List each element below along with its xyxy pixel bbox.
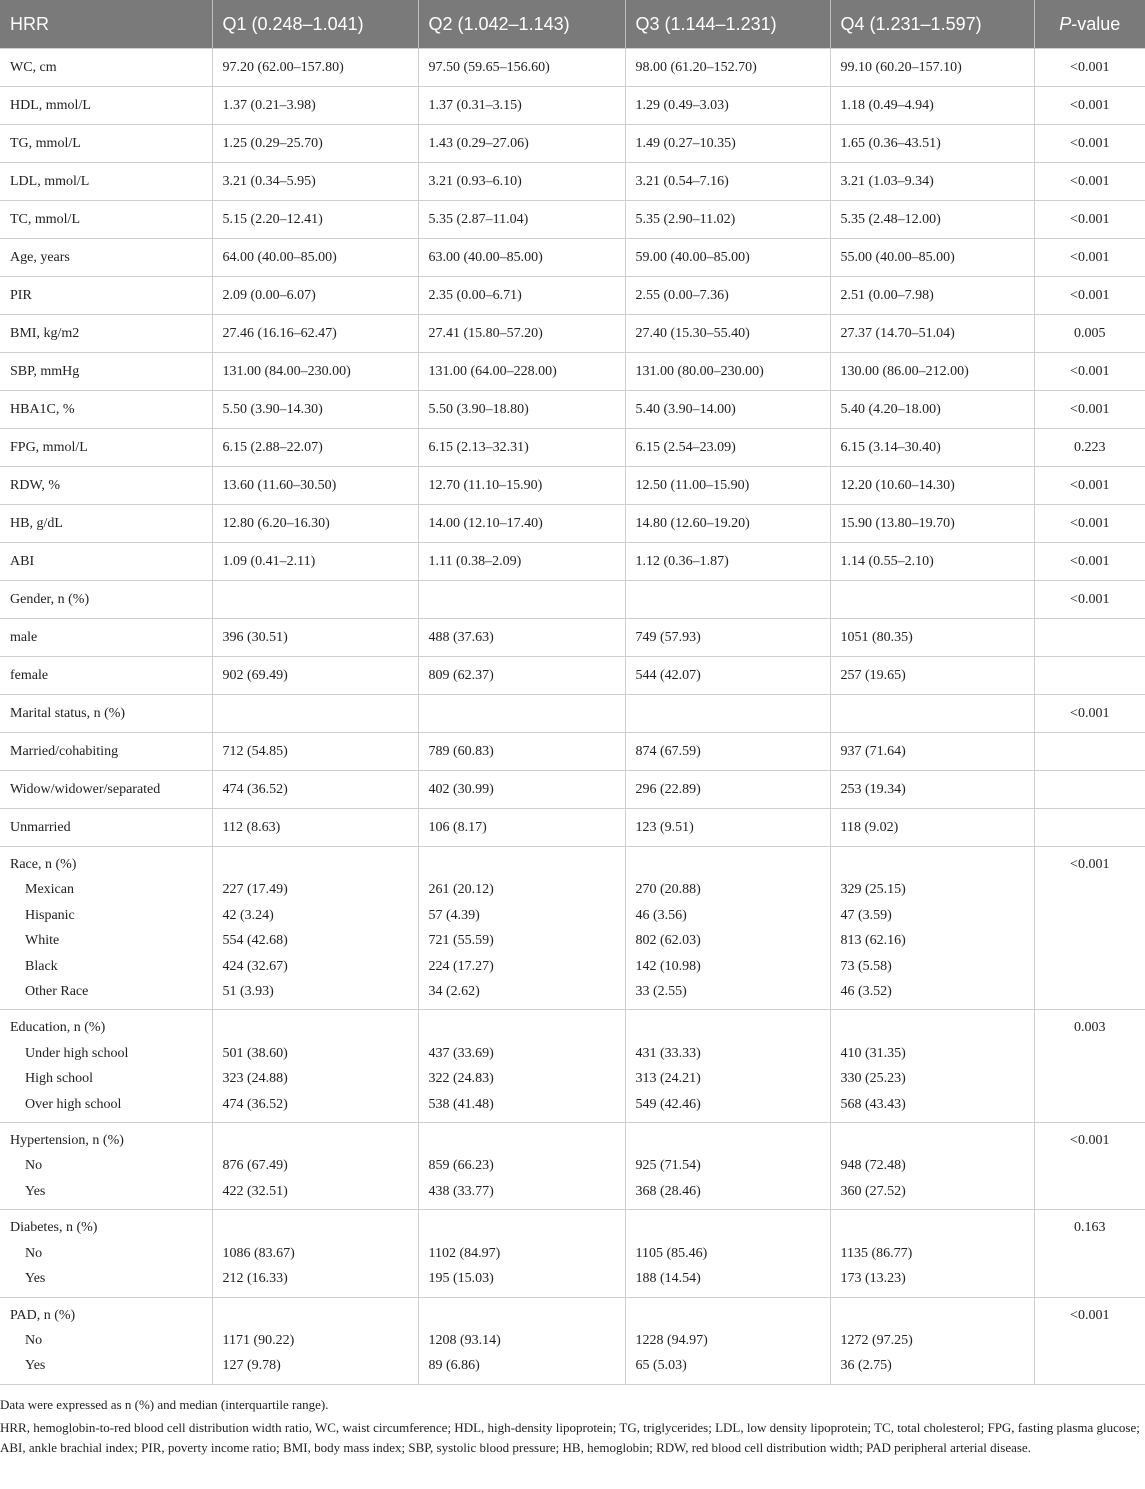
q3-value: 98.00 (61.20–152.70) xyxy=(625,49,830,87)
row-label: HB, g/dL xyxy=(0,505,212,543)
group-title-spacer xyxy=(429,1128,615,1153)
q3-value: 270 (20.88) xyxy=(635,882,701,898)
q2-value: 224 (17.27) xyxy=(428,958,494,974)
q3-value: 1105 (85.46) xyxy=(635,1245,708,1261)
group-item-label: Over high school xyxy=(25,1096,122,1112)
table-row xyxy=(0,353,1145,391)
q3-value: 1.49 (0.27–10.35) xyxy=(625,125,830,163)
group-title-spacer xyxy=(223,1128,408,1153)
row-label: Widow/widower/separated xyxy=(0,771,212,809)
table-row xyxy=(0,239,1145,277)
q3-value: 313 (24.21) xyxy=(635,1071,701,1087)
q1-group-cell xyxy=(212,1123,418,1210)
group-title-spacer xyxy=(223,1303,408,1328)
p-group-cell xyxy=(1034,1210,1145,1297)
q1-value: 5.15 (2.20–12.41) xyxy=(212,201,418,239)
group-item-label: No xyxy=(25,1158,43,1174)
q2-value: 14.00 (12.10–17.40) xyxy=(418,505,625,543)
p-value xyxy=(1034,733,1145,771)
group-title-spacer xyxy=(223,1015,408,1040)
q1-group-cell xyxy=(212,1297,418,1384)
q1-value: 112 (8.63) xyxy=(212,809,418,847)
q4-value: 1051 (80.35) xyxy=(830,619,1034,657)
q2-group-cell xyxy=(418,1010,625,1123)
q1-value: 323 (24.88) xyxy=(222,1071,288,1087)
q3-value xyxy=(625,581,830,619)
q3-value: 749 (57.93) xyxy=(625,619,830,657)
q2-group-cell xyxy=(418,1210,625,1297)
q4-value: 36 (2.75) xyxy=(840,1358,892,1374)
group-title-spacer xyxy=(429,1215,615,1240)
group-title-spacer xyxy=(223,852,408,877)
q1-value: 127 (9.78) xyxy=(222,1358,281,1374)
table-row xyxy=(0,657,1145,695)
q1-value: 212 (16.33) xyxy=(222,1271,288,1287)
p-value: <0.001 xyxy=(1034,695,1145,733)
q2-value: 1208 (93.14) xyxy=(428,1332,501,1348)
p-group-cell xyxy=(1034,1123,1145,1210)
p-value: <0.001 xyxy=(1034,125,1145,163)
p-value xyxy=(1034,657,1145,695)
q2-value: 1.11 (0.38–2.09) xyxy=(418,543,625,581)
q3-value: 3.21 (0.54–7.16) xyxy=(625,163,830,201)
q3-value: 59.00 (40.00–85.00) xyxy=(625,239,830,277)
group-title-spacer xyxy=(636,1215,820,1240)
group-item-label: Mexican xyxy=(25,882,74,898)
q3-group-cell xyxy=(625,1010,830,1123)
q2-value xyxy=(418,695,625,733)
q3-value: 188 (14.54) xyxy=(635,1271,701,1287)
q4-value: 12.20 (10.60–14.30) xyxy=(830,467,1034,505)
q3-group-cell xyxy=(625,1297,830,1384)
q4-value: 1.18 (0.49–4.94) xyxy=(830,87,1034,125)
q4-value: 99.10 (60.20–157.10) xyxy=(830,49,1034,87)
q3-value: 874 (67.59) xyxy=(625,733,830,771)
group-item-label: Other Race xyxy=(25,984,89,1000)
table-body xyxy=(0,49,1145,1385)
group-title: PAD, n (%) xyxy=(10,1307,76,1323)
group-label-cell xyxy=(0,1210,212,1297)
q1-value: 2.09 (0.00–6.07) xyxy=(212,277,418,315)
q3-value: 33 (2.55) xyxy=(635,984,687,1000)
q4-group-cell xyxy=(830,1210,1034,1297)
q3-group-cell xyxy=(625,1123,830,1210)
table-row xyxy=(0,581,1145,619)
row-label: TG, mmol/L xyxy=(0,125,212,163)
q1-value: 422 (32.51) xyxy=(222,1183,288,1199)
table-header xyxy=(0,0,1145,49)
group-row xyxy=(0,847,1145,1010)
q2-value: 34 (2.62) xyxy=(428,984,480,1000)
group-label-cell xyxy=(0,847,212,1010)
group-title-spacer xyxy=(841,1215,1024,1240)
q1-value: 1.09 (0.41–2.11) xyxy=(212,543,418,581)
q3-value: 296 (22.89) xyxy=(625,771,830,809)
q1-value: 501 (38.60) xyxy=(222,1045,288,1061)
group-row xyxy=(0,1210,1145,1297)
q4-value: 568 (43.43) xyxy=(840,1096,906,1112)
p-value: <0.001 xyxy=(1034,543,1145,581)
p-group-cell xyxy=(1034,1297,1145,1384)
q3-value: 2.55 (0.00–7.36) xyxy=(625,277,830,315)
q2-value: 131.00 (64.00–228.00) xyxy=(418,353,625,391)
row-label: TC, mmol/L xyxy=(0,201,212,239)
table-row xyxy=(0,201,1145,239)
p-value: 0.163 xyxy=(1074,1220,1106,1236)
row-label: PIR xyxy=(0,277,212,315)
q1-value: 1.25 (0.29–25.70) xyxy=(212,125,418,163)
group-item-label: Black xyxy=(25,958,58,974)
q1-value: 1171 (90.22) xyxy=(222,1332,295,1348)
p-value: <0.001 xyxy=(1070,1133,1110,1149)
q3-group-cell xyxy=(625,847,830,1010)
q3-value: 1228 (94.97) xyxy=(635,1332,708,1348)
q1-value: 3.21 (0.34–5.95) xyxy=(212,163,418,201)
row-label: WC, cm xyxy=(0,49,212,87)
q4-value xyxy=(830,581,1034,619)
q4-value: 330 (25.23) xyxy=(840,1071,906,1087)
group-title-spacer xyxy=(429,852,615,877)
q1-value xyxy=(212,695,418,733)
group-label-cell xyxy=(0,1297,212,1384)
q3-group-cell xyxy=(625,1210,830,1297)
row-label: HBA1C, % xyxy=(0,391,212,429)
q4-value: 360 (27.52) xyxy=(840,1183,906,1199)
q3-value: 142 (10.98) xyxy=(635,958,701,974)
q3-value: 5.40 (3.90–14.00) xyxy=(625,391,830,429)
table-row xyxy=(0,771,1145,809)
table-row xyxy=(0,695,1145,733)
group-label-cell xyxy=(0,1123,212,1210)
table-row xyxy=(0,809,1145,847)
p-value: 0.003 xyxy=(1074,1020,1106,1036)
p-value: <0.001 xyxy=(1034,201,1145,239)
group-title-spacer xyxy=(636,852,820,877)
p-value: <0.001 xyxy=(1034,277,1145,315)
q4-value: 329 (25.15) xyxy=(840,882,906,898)
q2-value: 859 (66.23) xyxy=(428,1158,494,1174)
q2-value: 1.37 (0.31–3.15) xyxy=(418,87,625,125)
p-value: 0.005 xyxy=(1034,315,1145,353)
q4-value: 47 (3.59) xyxy=(840,907,892,923)
q1-group-cell xyxy=(212,847,418,1010)
table-row xyxy=(0,505,1145,543)
table-row xyxy=(0,429,1145,467)
row-label: Married/cohabiting xyxy=(0,733,212,771)
q2-value: 97.50 (59.65–156.60) xyxy=(418,49,625,87)
q3-value: 1.29 (0.49–3.03) xyxy=(625,87,830,125)
q1-value: 227 (17.49) xyxy=(222,882,288,898)
q3-value: 431 (33.33) xyxy=(635,1045,701,1061)
p-value: <0.001 xyxy=(1034,581,1145,619)
q2-value: 6.15 (2.13–32.31) xyxy=(418,429,625,467)
q1-value: 13.60 (11.60–30.50) xyxy=(212,467,418,505)
header-q4: Q4 (1.231–1.597) xyxy=(830,0,1034,49)
q1-value: 1086 (83.67) xyxy=(222,1245,295,1261)
q3-value: 549 (42.46) xyxy=(635,1096,701,1112)
group-title: Hypertension, n (%) xyxy=(10,1133,124,1149)
p-value: <0.001 xyxy=(1034,353,1145,391)
q3-value: 5.35 (2.90–11.02) xyxy=(625,201,830,239)
p-value: <0.001 xyxy=(1034,467,1145,505)
table-row xyxy=(0,467,1145,505)
q1-group-cell xyxy=(212,1210,418,1297)
q1-value: 554 (42.68) xyxy=(222,933,288,949)
header-q2: Q2 (1.042–1.143) xyxy=(418,0,625,49)
q4-value: 118 (9.02) xyxy=(830,809,1034,847)
q2-value: 1102 (84.97) xyxy=(428,1245,501,1261)
p-value: <0.001 xyxy=(1034,87,1145,125)
table-row xyxy=(0,619,1145,657)
header-row xyxy=(0,0,1145,49)
row-label: Marital status, n (%) xyxy=(0,695,212,733)
p-value: <0.001 xyxy=(1034,163,1145,201)
q1-value: 5.50 (3.90–14.30) xyxy=(212,391,418,429)
row-label: ABI xyxy=(0,543,212,581)
q4-value: 1.14 (0.55–2.10) xyxy=(830,543,1034,581)
q4-value: 130.00 (86.00–212.00) xyxy=(830,353,1034,391)
footnote-abbreviations: HRR, hemoglobin-to-red blood cell distribution width ratio, WC, waist circumference; HDL, high-density lipoprotein; TG, triglycerides; LDL, low density lipoprotein; TC, total cholesterol; FPG, fasting plasma glucose; ABI, ankle brachial index; PIR, poverty income ratio; BMI, body mass index; SBP, systolic blood pressure; HB, hemoglobin; RDW, red blood cell distribution width; PAD peripheral arterial disease. xyxy=(0,1420,1140,1455)
q1-value: 902 (69.49) xyxy=(212,657,418,695)
q4-value: 948 (72.48) xyxy=(840,1158,906,1174)
group-title: Race, n (%) xyxy=(10,857,77,872)
q2-value: 437 (33.69) xyxy=(428,1045,494,1061)
q2-value: 261 (20.12) xyxy=(428,882,494,898)
q3-value: 27.40 (15.30–55.40) xyxy=(625,315,830,353)
q1-value: 12.80 (6.20–16.30) xyxy=(212,505,418,543)
q3-value: 131.00 (80.00–230.00) xyxy=(625,353,830,391)
table-row xyxy=(0,125,1145,163)
q1-value: 131.00 (84.00–230.00) xyxy=(212,353,418,391)
table-row xyxy=(0,49,1145,87)
q3-value: 65 (5.03) xyxy=(635,1358,687,1374)
group-item-label: Yes xyxy=(25,1271,46,1287)
group-item-label: High school xyxy=(25,1071,94,1087)
group-row xyxy=(0,1123,1145,1210)
q1-value: 1.37 (0.21–3.98) xyxy=(212,87,418,125)
group-title-spacer xyxy=(429,1303,615,1328)
q4-value: 1.65 (0.36–43.51) xyxy=(830,125,1034,163)
q1-value: 876 (67.49) xyxy=(222,1158,288,1174)
q4-value: 6.15 (3.14–30.40) xyxy=(830,429,1034,467)
p-value xyxy=(1034,771,1145,809)
q2-value: 106 (8.17) xyxy=(418,809,625,847)
group-title: Education, n (%) xyxy=(10,1020,106,1036)
table-row xyxy=(0,277,1145,315)
group-title-spacer xyxy=(429,1015,615,1040)
q2-value: 438 (33.77) xyxy=(428,1183,494,1199)
group-row xyxy=(0,1010,1145,1123)
table-row xyxy=(0,315,1145,353)
header-q3: Q3 (1.144–1.231) xyxy=(625,0,830,49)
q4-group-cell xyxy=(830,1297,1034,1384)
p-value: <0.001 xyxy=(1034,239,1145,277)
q3-value: 14.80 (12.60–19.20) xyxy=(625,505,830,543)
q1-group-cell xyxy=(212,1010,418,1123)
q4-value: 173 (13.23) xyxy=(840,1271,906,1287)
group-title: Diabetes, n (%) xyxy=(10,1220,98,1236)
q4-value: 3.21 (1.03–9.34) xyxy=(830,163,1034,201)
q2-value: 809 (62.37) xyxy=(418,657,625,695)
q1-value: 6.15 (2.88–22.07) xyxy=(212,429,418,467)
group-title-spacer xyxy=(841,1128,1024,1153)
q2-value: 488 (37.63) xyxy=(418,619,625,657)
header-p-italic: P xyxy=(1059,13,1072,34)
group-label-cell xyxy=(0,1010,212,1123)
group-row xyxy=(0,1297,1145,1384)
q1-value: 474 (36.52) xyxy=(212,771,418,809)
q2-value: 27.41 (15.80–57.20) xyxy=(418,315,625,353)
table-row xyxy=(0,163,1145,201)
p-value xyxy=(1034,809,1145,847)
group-title-spacer xyxy=(636,1015,820,1040)
q4-group-cell xyxy=(830,1010,1034,1123)
q2-value: 2.35 (0.00–6.71) xyxy=(418,277,625,315)
q1-value: 396 (30.51) xyxy=(212,619,418,657)
q2-value: 721 (55.59) xyxy=(428,933,494,949)
q2-value: 57 (4.39) xyxy=(428,907,480,923)
q2-value: 12.70 (11.10–15.90) xyxy=(418,467,625,505)
q3-value xyxy=(625,695,830,733)
q3-value: 368 (28.46) xyxy=(635,1183,701,1199)
group-item-label: No xyxy=(25,1245,43,1261)
q1-value xyxy=(212,581,418,619)
table-row xyxy=(0,733,1145,771)
group-title-spacer xyxy=(841,1015,1024,1040)
q4-value: 1135 (86.77) xyxy=(840,1245,913,1261)
table-row xyxy=(0,543,1145,581)
q4-value: 73 (5.58) xyxy=(840,958,892,974)
q3-value: 802 (62.03) xyxy=(635,933,701,949)
p-value: <0.001 xyxy=(1034,49,1145,87)
q4-value: 1272 (97.25) xyxy=(840,1332,913,1348)
q2-value: 63.00 (40.00–85.00) xyxy=(418,239,625,277)
q4-value: 253 (19.34) xyxy=(830,771,1034,809)
q2-group-cell xyxy=(418,847,625,1010)
row-label: BMI, kg/m2 xyxy=(0,315,212,353)
group-item-label: Yes xyxy=(25,1183,46,1199)
q2-value xyxy=(418,581,625,619)
q4-value: 937 (71.64) xyxy=(830,733,1034,771)
group-title-spacer xyxy=(636,1128,820,1153)
q2-value: 5.50 (3.90–18.80) xyxy=(418,391,625,429)
q1-value: 424 (32.67) xyxy=(222,958,288,974)
q2-group-cell xyxy=(418,1123,625,1210)
p-value: <0.001 xyxy=(1070,1307,1110,1323)
q4-value xyxy=(830,695,1034,733)
p-value xyxy=(1034,619,1145,657)
p-group-cell xyxy=(1034,847,1145,1010)
q2-value: 789 (60.83) xyxy=(418,733,625,771)
row-label: Age, years xyxy=(0,239,212,277)
q1-value: 42 (3.24) xyxy=(222,907,274,923)
p-value: <0.001 xyxy=(1070,857,1110,872)
q4-value: 257 (19.65) xyxy=(830,657,1034,695)
q4-group-cell xyxy=(830,847,1034,1010)
q4-value: 2.51 (0.00–7.98) xyxy=(830,277,1034,315)
p-value: <0.001 xyxy=(1034,505,1145,543)
q4-value: 27.37 (14.70–51.04) xyxy=(830,315,1034,353)
header-p-value xyxy=(1034,0,1145,49)
q4-value: 410 (31.35) xyxy=(840,1045,906,1061)
header-q1: Q1 (0.248–1.041) xyxy=(212,0,418,49)
q3-value: 123 (9.51) xyxy=(625,809,830,847)
table-row xyxy=(0,87,1145,125)
q2-value: 3.21 (0.93–6.10) xyxy=(418,163,625,201)
group-title-spacer xyxy=(841,1303,1024,1328)
group-item-label: Yes xyxy=(25,1358,46,1374)
q4-value: 813 (62.16) xyxy=(840,933,906,949)
q2-group-cell xyxy=(418,1297,625,1384)
row-label: female xyxy=(0,657,212,695)
table-footnotes xyxy=(0,1385,1145,1458)
q4-value: 46 (3.52) xyxy=(840,984,892,1000)
q3-value: 1.12 (0.36–1.87) xyxy=(625,543,830,581)
q1-value: 712 (54.85) xyxy=(212,733,418,771)
header-hrr: HRR xyxy=(0,0,212,49)
q4-value: 5.35 (2.48–12.00) xyxy=(830,201,1034,239)
group-item-label: Hispanic xyxy=(25,907,75,923)
q1-value: 97.20 (62.00–157.80) xyxy=(212,49,418,87)
q4-value: 5.40 (4.20–18.00) xyxy=(830,391,1034,429)
row-label: FPG, mmol/L xyxy=(0,429,212,467)
q3-value: 12.50 (11.00–15.90) xyxy=(625,467,830,505)
q3-value: 46 (3.56) xyxy=(635,907,687,923)
p-value: 0.223 xyxy=(1034,429,1145,467)
row-label: HDL, mmol/L xyxy=(0,87,212,125)
row-label: SBP, mmHg xyxy=(0,353,212,391)
group-item-label: No xyxy=(25,1332,43,1348)
row-label: RDW, % xyxy=(0,467,212,505)
group-title-spacer xyxy=(223,1215,408,1240)
q3-value: 6.15 (2.54–23.09) xyxy=(625,429,830,467)
q3-value: 544 (42.07) xyxy=(625,657,830,695)
q2-value: 89 (6.86) xyxy=(428,1358,480,1374)
q4-value: 15.90 (13.80–19.70) xyxy=(830,505,1034,543)
row-label: Gender, n (%) xyxy=(0,581,212,619)
q2-value: 1.43 (0.29–27.06) xyxy=(418,125,625,163)
q1-value: 474 (36.52) xyxy=(222,1096,288,1112)
q1-value: 27.46 (16.16–62.47) xyxy=(212,315,418,353)
p-value: <0.001 xyxy=(1034,391,1145,429)
row-label: male xyxy=(0,619,212,657)
q4-value: 55.00 (40.00–85.00) xyxy=(830,239,1034,277)
p-group-cell xyxy=(1034,1010,1145,1123)
header-p-rest: -value xyxy=(1071,13,1121,34)
q2-value: 402 (30.99) xyxy=(418,771,625,809)
group-item-label: Under high school xyxy=(25,1045,129,1061)
q3-value: 925 (71.54) xyxy=(635,1158,701,1174)
q1-value: 51 (3.93) xyxy=(222,984,274,1000)
footnote-data-expression: Data were expressed as n (%) and median (interquartile range). xyxy=(0,1396,329,1412)
row-label: Unmarried xyxy=(0,809,212,847)
group-title-spacer xyxy=(636,1303,820,1328)
q4-group-cell xyxy=(830,1123,1034,1210)
q1-value: 64.00 (40.00–85.00) xyxy=(212,239,418,277)
row-label: LDL, mmol/L xyxy=(0,163,212,201)
q2-value: 195 (15.03) xyxy=(428,1271,494,1287)
table-row xyxy=(0,391,1145,429)
group-title-spacer xyxy=(841,852,1024,877)
group-item-label: White xyxy=(25,933,60,949)
q2-value: 322 (24.83) xyxy=(428,1071,494,1087)
q2-value: 538 (41.48) xyxy=(428,1096,494,1112)
q2-value: 5.35 (2.87–11.04) xyxy=(418,201,625,239)
